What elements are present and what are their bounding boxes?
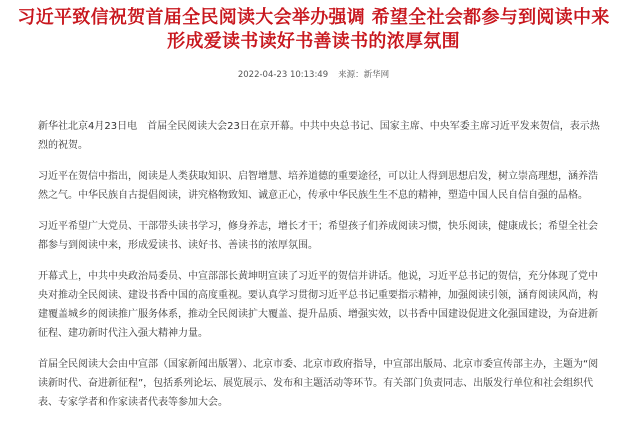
article-meta: [0, 68, 627, 82]
article-body: [38, 117, 601, 424]
article-title-line-1: 习近平致信祝贺首届全民阅读大会举办强调 希望全社会都参与到阅读中来: [17, 7, 610, 28]
article-source: 来源：新华网: [338, 70, 390, 80]
publish-datetime: 2022-04-23 10:13:49: [237, 70, 329, 80]
paragraph-4: 开幕式上，中共中央政治局委员、中宣部部长黄坤明宣读了习近平的贺信并讲话。他说，习近平总书记的贺信，充分体现了党中央对推动全民阅读、建设书香中国的高度重视。要认真学习贯彻习近平总书记重要指示精神，加强阅读引领，涵育阅读风尚，构建覆盖城乡的阅读推广服务体系，推动全民阅读扩大覆盖、提升品质、增强实效，以书香中国建设促进文化强国建设，为奋进新征程、建功新时代注入强大精神力量。: [38, 271, 598, 339]
article-title: [0, 0, 627, 54]
paragraph-2: 习近平在贺信中指出，阅读是人类获取知识、启智增慧、培养道德的重要途径，可以让人得到思想启发，树立崇高理想，涵养浩然之气。中华民族自古提倡阅读，讲究格物致知、诚意正心，传承中华民族生生不息的精神，塑造中国人民自信自强的品格。: [38, 171, 598, 201]
paragraph-5: 首届全民阅读大会由中宣部（国家新闻出版署）、北京市委、北京市政府指导，中宣部出版局、北京市委宣传部主办，主题为“阅读新时代、奋进新征程”，包括系列论坛、展览展示、发布和主题活动等环节。有关部门负责同志、出版发行单位和社会组织代表、专家学者和作家读者代表等参加大会。: [38, 359, 599, 408]
paragraph-3: 习近平希望广大党员、干部带头读书学习，修身养志，增长才干；希望孩子们养成阅读习惯，快乐阅读，健康成长；希望全社会都参与到阅读中来，形成爱读书、读好书、善读书的浓厚氛围。: [38, 221, 598, 251]
paragraph-1: 新华社北京4月23日电 首届全民阅读大会23日在京开幕。中共中央总书记、国家主席、中央军委主席习近平发来贺信，表示热烈的祝贺。: [38, 121, 600, 151]
article-title-line-2: 形成爱读书读好书善读书的浓厚氛围: [167, 31, 460, 52]
